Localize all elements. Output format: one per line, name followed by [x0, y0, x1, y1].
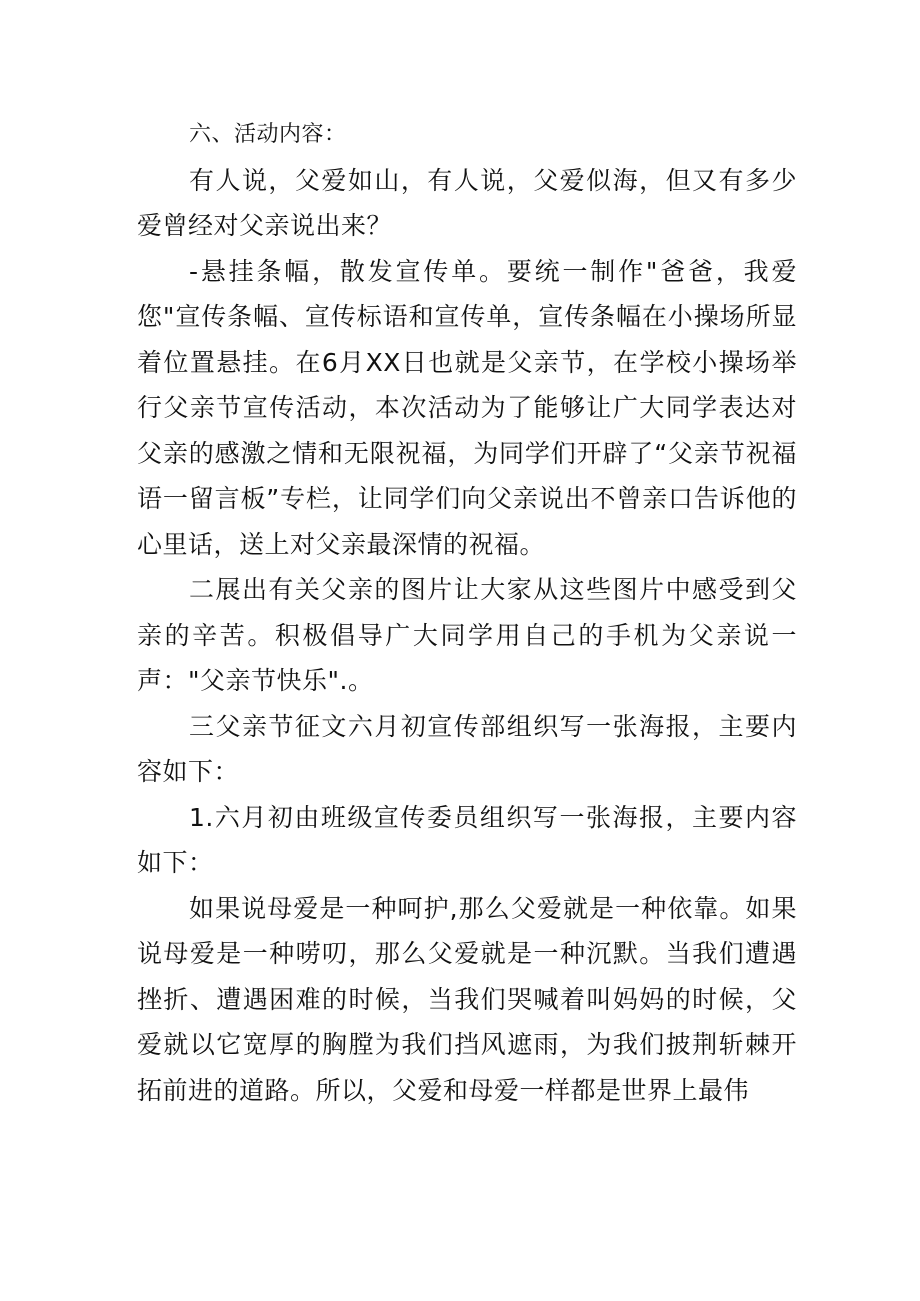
paragraph-pictures: 二展出有关父亲的图片让大家从这些图片中感受到父亲的辛苦。积极倡导广大同学用自己的手机为父亲说一声："父亲节快乐".。: [137, 575, 797, 695]
section-heading: 六、活动内容：: [189, 122, 347, 147]
document-body: [137, 112, 797, 1113]
paragraph-banner: -悬挂条幅，散发宣传单。要统一制作"爸爸，我爱您"宣传条幅、宣传标语和宣传单，宣传条幅在小操场所显着位置悬挂。在6月XX日也就是父亲节，在学校小操场举行父亲节宣传活动，本次活动为了能够让广大同学表达对父亲的感激之情和无限祝福，为同学们开辟了“父亲节祝福语一留言板”专栏，让同学们向父亲说出不曾亲口告诉他的心里话，送上对父亲最深情的祝福。: [137, 256, 797, 559]
paragraph-essay: 三父亲节征文六月初宣传部组织写一张海报，主要内容如下：: [137, 711, 797, 786]
paragraph-poster-content: 如果说母爱是一种呵护,那么父爱就是一种依靠。如果说母爱是一种唠叨，那么父爱就是一种沉默。当我们遭遇挫折、遭遇困难的时候，当我们哭喊着叫妈妈的时候，父爱就以它宽厚的胸膛为我们挡风遮雨，为我们披荆斩棘开拓前进的道路。所以，父爱和母爱一样都是世界上最伟: [137, 893, 797, 1105]
paragraph-poster: 1.六月初由班级宣传委员组织写一张海报，主要内容如下：: [137, 802, 797, 877]
paragraph-intro: 有人说，父爱如山，有人说，父爱似海，但又有多少爱曾经对父亲说出来？: [137, 165, 797, 240]
